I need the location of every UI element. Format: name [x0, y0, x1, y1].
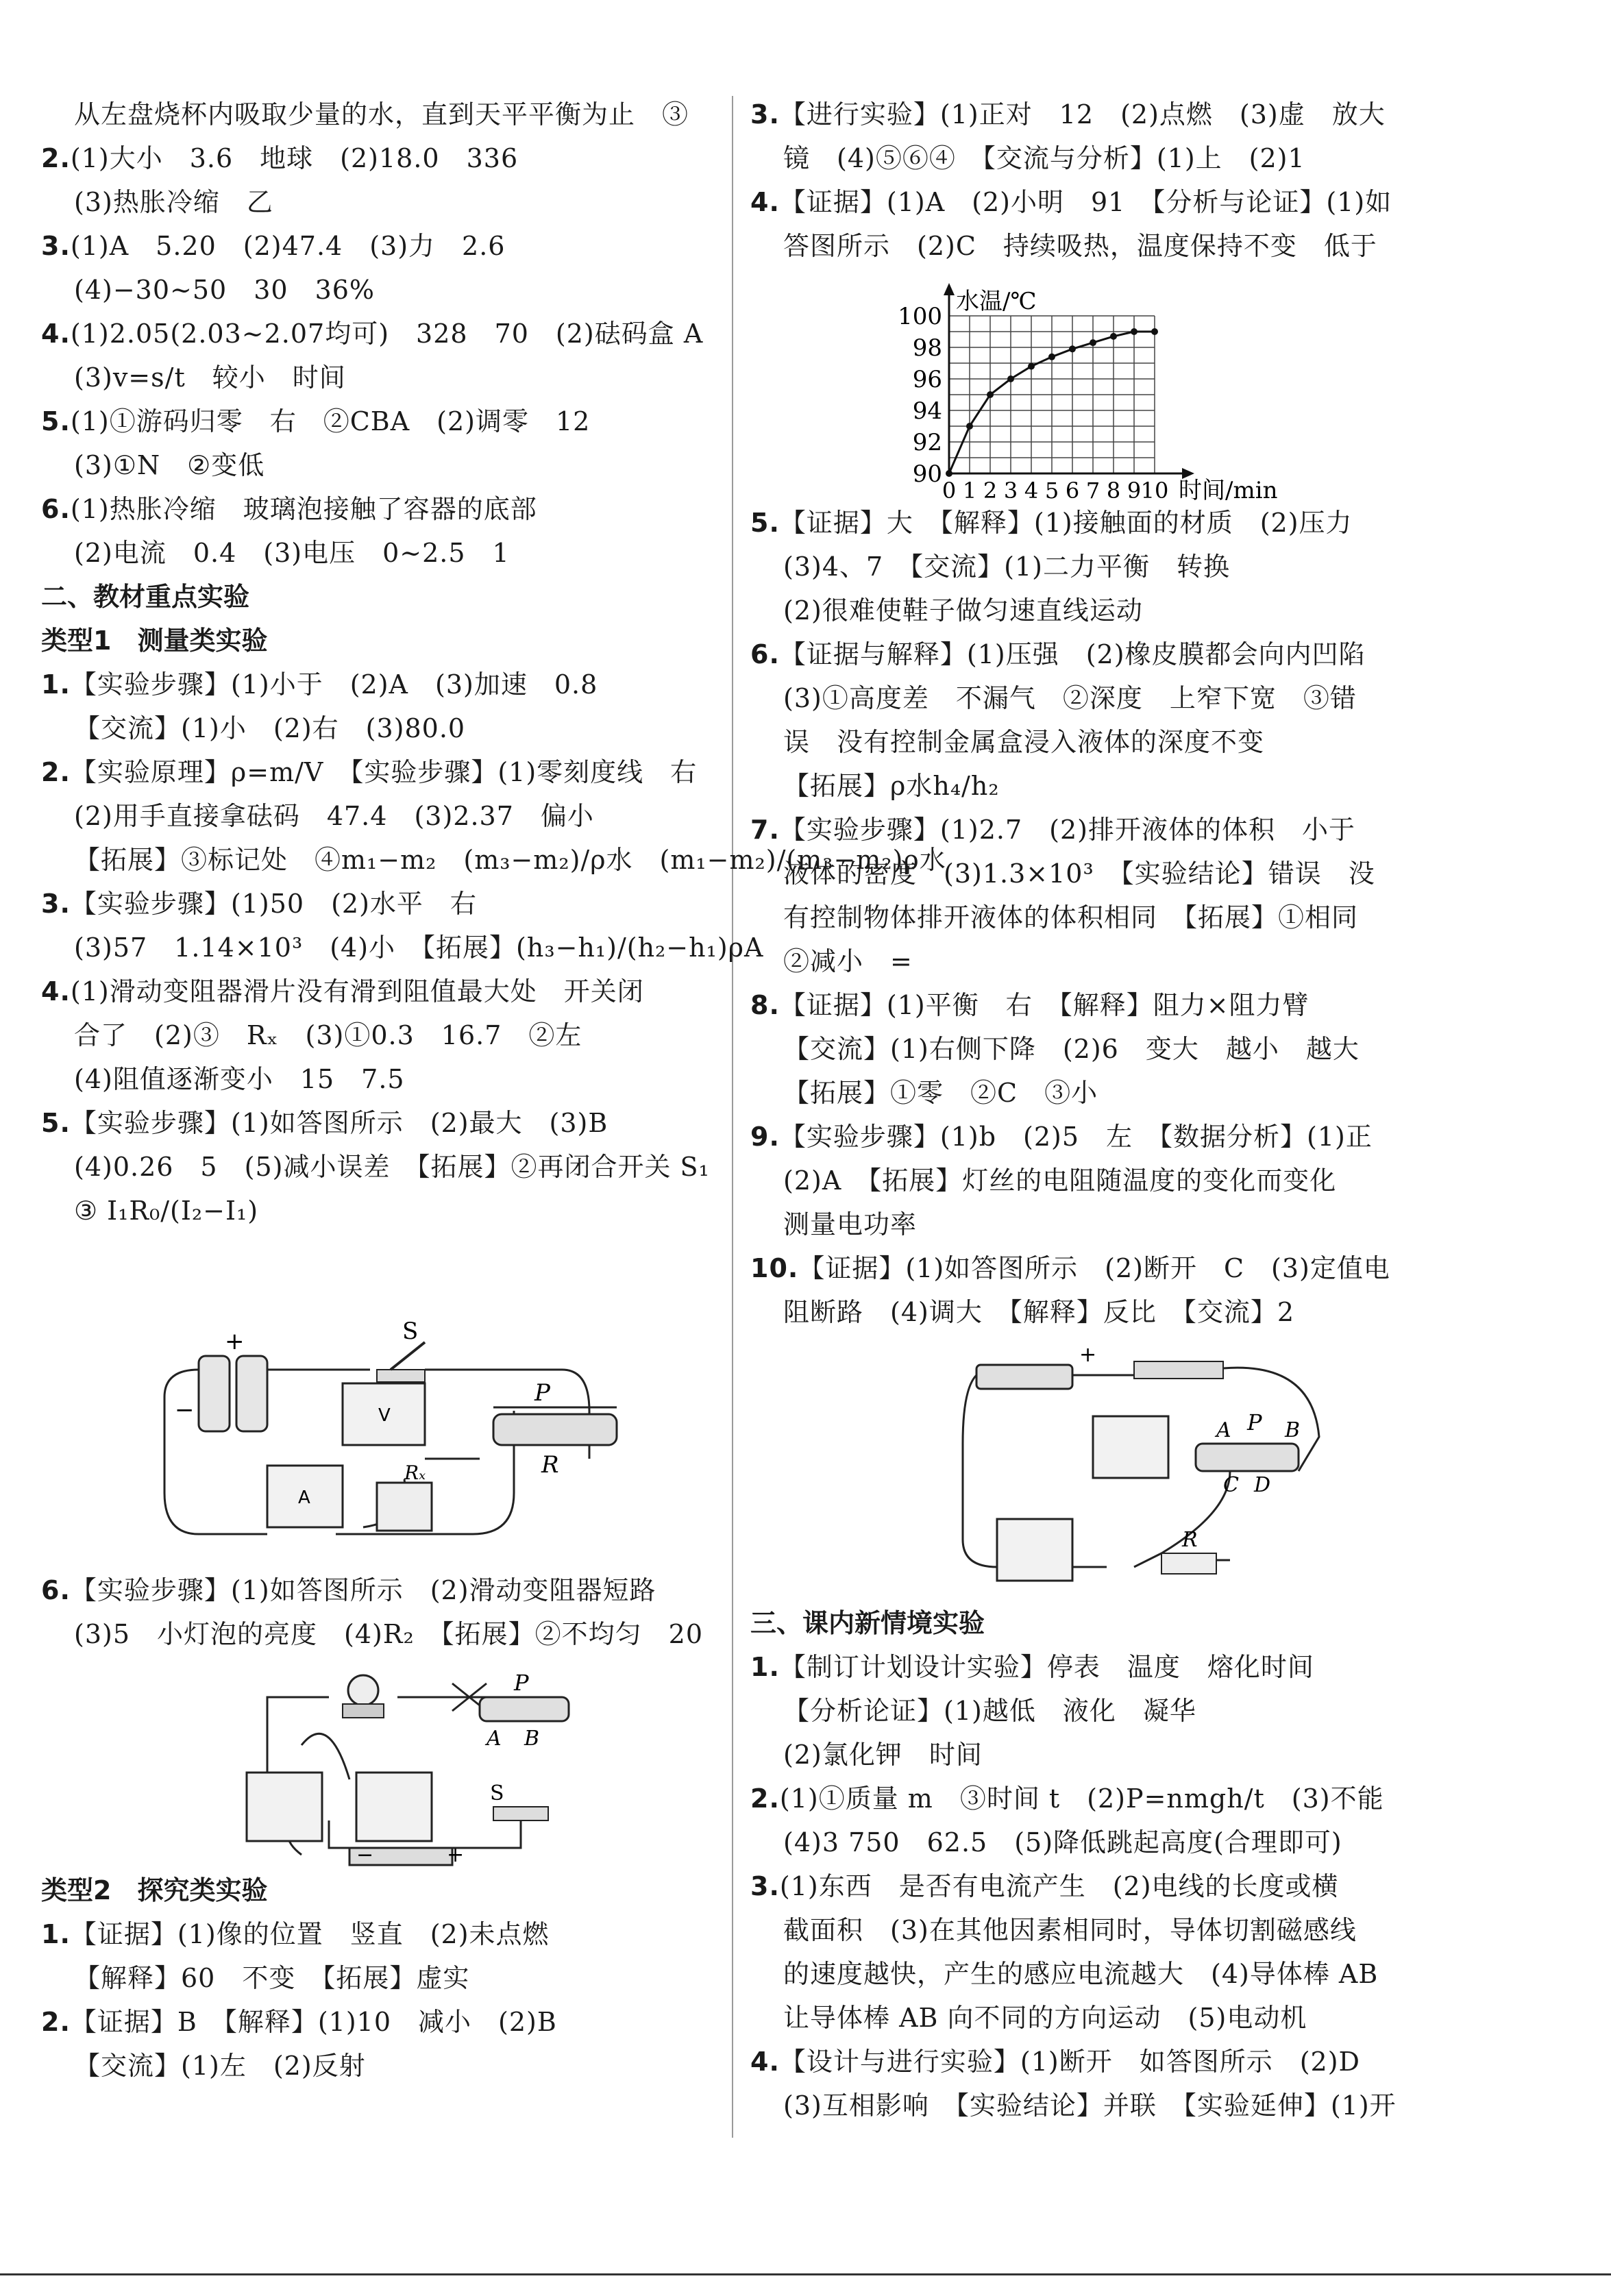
question-number: 2. — [41, 2007, 71, 2037]
x-tick-label: 2 — [983, 478, 998, 501]
x-axis-label: 时间/min — [1179, 477, 1278, 501]
answer-line — [750, 1689, 1436, 1733]
answer-text: (4)0.26 5 (5)减小误差 【拓展】②再闭合开关 S₁ — [74, 1152, 710, 1182]
answer-text: 【拓展】③标记处 ④m₁−m₂ (m₃−m₂)/ρ水 (m₁−m₂)/(m₃−m₂)ρ水 — [74, 845, 946, 875]
question-number: 3. — [41, 231, 71, 261]
answer-text: (1)①游码归零 右 ②CBA (2)调零 12 — [70, 406, 591, 436]
page-bottom-rule — [0, 2273, 1611, 2275]
answer-text: 【证据】(1)平衡 右 【解释】阻力×阻力臂 — [779, 990, 1309, 1020]
answer-line — [750, 1071, 1436, 1115]
answer-line — [41, 1956, 709, 2000]
answer-line — [750, 808, 1436, 852]
answer-line — [750, 1864, 1436, 1908]
y-tick-label: 100 — [898, 303, 942, 330]
answer-text: 类型2 探究类实验 — [41, 1875, 268, 1905]
y-axis-label: 水温/℃ — [956, 288, 1037, 315]
answer-text: (3)5 小灯泡的亮度 (4)R₂ 【拓展】②不均匀 20 — [74, 1619, 704, 1649]
answer-text: 镜 (4)⑤⑥④ 【交流与分析】(1)上 (2)1 — [783, 143, 1305, 173]
answer-text: 【交流】(1)小 (2)右 (3)80.0 — [74, 713, 466, 743]
answer-text: 【实验步骤】(1)小于 (2)A (3)加速 0.8 — [70, 669, 598, 700]
answer-line — [750, 1777, 1436, 1820]
answer-line — [750, 983, 1436, 1027]
answer-text: ②减小 = — [783, 946, 913, 976]
answer-text: (3)57 1.14×10³ (4)小 【拓展】(h₃−h₁)/(h₂−h₁)ρA — [74, 933, 764, 963]
answer-text: (1)滑动变阻器滑片没有滑到阻值最大处 开关闭 — [70, 976, 644, 1007]
answer-line — [41, 1568, 709, 1612]
answer-text: 【拓展】ρ水h₄/h₂ — [783, 771, 1000, 801]
question-number: 6. — [41, 1575, 71, 1605]
circuit-figure-5 — [41, 1233, 709, 1568]
data-point — [1007, 375, 1014, 382]
data-point — [1069, 345, 1076, 352]
answer-line — [41, 794, 709, 838]
section-heading — [41, 575, 709, 619]
label-d: D — [1254, 1473, 1271, 1497]
circuit-diagram — [41, 1233, 709, 1568]
answer-line — [750, 2084, 1436, 2127]
answer-text: 误 没有控制金属盒浸入液体的深度不变 — [783, 727, 1265, 757]
answer-text: 【实验原理】ρ=m/V 【实验步骤】(1)零刻度线 右 — [70, 757, 698, 787]
answer-line — [750, 501, 1436, 545]
answer-line — [750, 1290, 1436, 1334]
label-b: B — [1285, 1418, 1301, 1442]
y-tick-label: 98 — [912, 334, 942, 362]
data-point — [946, 470, 952, 477]
answer-text: 合了 (2)③ Rₓ (3)①0.3 16.7 ②左 — [74, 1020, 582, 1050]
answer-text: 答图所示 (2)C 持续吸热，温度保持不变 低于 — [783, 231, 1377, 261]
answer-text: 【实验步骤】(1)如答图所示 (2)最大 (3)B — [70, 1108, 608, 1138]
label-plus: + — [447, 1843, 465, 1867]
y-tick-label: 94 — [912, 397, 942, 425]
answer-line — [41, 2044, 709, 2088]
circuit-figure-6 — [41, 1656, 709, 1868]
question-number: 5. — [750, 508, 780, 538]
answer-text: (4)阻值逐渐变小 15 7.5 — [74, 1064, 405, 1094]
label-c: C — [1223, 1473, 1239, 1497]
answer-line — [750, 1159, 1436, 1202]
answer-line — [750, 764, 1436, 808]
question-number: 3. — [750, 99, 780, 129]
answer-text: 【证据】B 【解释】(1)10 减小 (2)B — [70, 2007, 557, 2037]
label-p: P — [514, 1670, 529, 1696]
answer-line — [750, 92, 1436, 136]
answer-block — [750, 501, 1436, 1334]
answer-line — [41, 1189, 709, 1233]
answer-text: 【分析论证】(1)越低 液化 凝华 — [783, 1696, 1196, 1726]
answer-line — [41, 92, 709, 136]
x-tick-label: 3 — [1003, 478, 1018, 501]
answer-line — [750, 896, 1436, 939]
answer-text: 二、教材重点实验 — [41, 582, 250, 612]
x-tick-label: 1 — [962, 478, 977, 501]
answer-text: 【证据】大 【解释】(1)接触面的材质 (2)压力 — [779, 508, 1353, 538]
answer-block — [41, 1868, 709, 2088]
x-tick-label: 5 — [1044, 478, 1059, 501]
circuit-diagram — [41, 1656, 709, 1868]
data-point — [966, 423, 973, 430]
question-number: 3. — [41, 889, 71, 919]
answer-text: 【交流】(1)右侧下降 (2)6 变大 越小 越大 — [783, 1034, 1360, 1064]
answer-text: 【解释】60 不变 【拓展】虚实 — [74, 1963, 470, 1993]
question-number: 4. — [750, 187, 780, 217]
answer-text: 【实验步骤】(1)如答图所示 (2)滑动变阻器短路 — [70, 1575, 656, 1605]
answer-block — [750, 92, 1436, 268]
question-number: 9. — [750, 1122, 780, 1152]
answer-line — [750, 632, 1436, 676]
answer-line — [41, 399, 709, 443]
x-tick-label: 4 — [1024, 478, 1039, 501]
answer-line — [41, 1013, 709, 1057]
section-heading — [750, 1601, 1436, 1645]
answer-text: (1)热胀冷缩 玻璃泡接触了容器的底部 — [70, 494, 537, 524]
answer-text: 让导体棒 AB 向不同的方向运动 (5)电动机 — [783, 2003, 1307, 2033]
answer-line — [41, 268, 709, 312]
answer-line — [750, 1202, 1436, 1246]
label-a: A — [487, 1727, 502, 1751]
section-heading — [41, 619, 709, 663]
answer-line — [41, 487, 709, 531]
answer-text: 【拓展】①零 ②C ③小 — [783, 1078, 1098, 1108]
answer-block — [750, 1601, 1436, 2127]
answer-line — [41, 1101, 709, 1145]
answer-text: (4)3 750 62.5 (5)降低跳起高度(合理即可) — [783, 1827, 1342, 1857]
answer-line — [750, 2040, 1436, 2084]
question-number: 1. — [41, 1919, 71, 1949]
column-divider — [732, 96, 733, 2138]
answer-text: 【证据与解释】(1)压强 (2)橡皮膜都会向内凹陷 — [779, 639, 1366, 669]
answer-text: (1)A 5.20 (2)47.4 (3)力 2.6 — [70, 231, 506, 261]
label-plus: + — [225, 1328, 245, 1355]
answer-line — [41, 136, 709, 180]
answer-text: (1)①质量 m ③时间 t (2)P=nmgh/t (3)不能 — [779, 1783, 1384, 1814]
label-s: S — [490, 1781, 504, 1805]
answer-line — [750, 720, 1436, 764]
answer-text: 【制订计划设计实验】停表 温度 熔化时间 — [779, 1652, 1314, 1682]
answer-line — [41, 312, 709, 356]
answer-line — [750, 1820, 1436, 1864]
answer-line — [750, 1996, 1436, 2040]
answer-line — [41, 356, 709, 399]
answer-line — [750, 180, 1436, 224]
answer-text: (1)东西 是否有电流产生 (2)电线的长度或横 — [779, 1871, 1339, 1901]
y-tick-label: 92 — [912, 429, 942, 456]
answer-text: (2)用手直接拿砝码 47.4 (3)2.37 偏小 — [74, 801, 594, 831]
data-point — [1151, 328, 1158, 335]
data-point — [1090, 339, 1096, 346]
answer-line — [750, 545, 1436, 589]
x-tick-label: 10 — [1140, 478, 1169, 501]
label-minus: − — [175, 1396, 195, 1424]
x-tick-label: 0 — [942, 478, 957, 501]
answer-line — [41, 1912, 709, 1956]
answer-line — [41, 750, 709, 794]
answer-line — [750, 939, 1436, 983]
question-number: 7. — [750, 815, 780, 845]
data-point — [1110, 333, 1117, 340]
answer-line — [41, 1145, 709, 1189]
label-b: B — [524, 1727, 540, 1751]
chart-svg — [750, 268, 1436, 501]
question-number: 1. — [750, 1652, 780, 1682]
question-number: 6. — [41, 494, 71, 524]
answer-line — [41, 663, 709, 706]
answer-text: 【证据】(1)如答图所示 (2)断开 C (3)定值电 — [798, 1253, 1390, 1283]
answer-line — [750, 136, 1436, 180]
answer-text: (4)−30~50 30 36% — [74, 275, 376, 305]
temperature-chart — [750, 268, 1436, 501]
section-heading — [41, 1868, 709, 1912]
answer-text: (3)热胀冷缩 乙 — [74, 187, 273, 217]
question-number: 2. — [41, 143, 71, 173]
answer-line — [750, 589, 1436, 632]
answer-text: 液体的密度 (3)1.3×10³ 【实验结论】错误 没 — [783, 859, 1375, 889]
x-tick-label: 8 — [1106, 478, 1121, 501]
answer-text: 【交流】(1)左 (2)反射 — [74, 2051, 366, 2081]
answer-line — [41, 180, 709, 224]
answer-text: (3)①高度差 不漏气 ②深度 上窄下宽 ③错 — [783, 683, 1357, 713]
answer-line — [41, 2000, 709, 2044]
answer-text: 【证据】(1)A (2)小明 91 【分析与论证】(1)如 — [779, 187, 1392, 217]
answer-line — [41, 838, 946, 882]
circuit-diagram — [750, 1334, 1436, 1601]
answer-text: (3)互相影响 【实验结论】并联 【实验延伸】(1)开 — [783, 2090, 1397, 2121]
label-ammeter: A — [298, 1488, 310, 1508]
answer-text: 从左盘烧杯内吸取少量的水，直到天平平衡为止 ③ — [74, 99, 689, 129]
question-number: 4. — [41, 976, 71, 1007]
question-number: 8. — [750, 990, 780, 1020]
answer-line — [750, 1908, 1436, 1952]
question-number: 5. — [41, 406, 71, 436]
answer-line — [750, 1952, 1436, 1996]
question-number: 5. — [41, 1108, 71, 1138]
answer-text: 类型1 测量类实验 — [41, 626, 268, 656]
question-number: 10. — [750, 1253, 799, 1283]
answer-text: (3)①N ②变低 — [74, 450, 265, 480]
data-point — [1048, 354, 1055, 360]
answer-text: (2)A 【拓展】灯丝的电阻随温度的变化而变化 — [783, 1165, 1337, 1196]
answer-text: 测量电功率 — [783, 1209, 918, 1239]
question-number: 2. — [41, 757, 71, 787]
label-plus: + — [1079, 1343, 1097, 1367]
answer-line — [750, 1246, 1436, 1290]
label-rx: Rₓ — [404, 1461, 426, 1484]
label-minus: − — [356, 1843, 374, 1867]
question-number: 1. — [41, 669, 71, 700]
answer-line — [41, 970, 709, 1013]
answer-text: (1)大小 3.6 地球 (2)18.0 336 — [70, 143, 519, 173]
answer-line — [750, 1645, 1436, 1689]
answer-line — [41, 1057, 709, 1101]
answer-line — [750, 676, 1436, 720]
x-tick-label: 6 — [1065, 478, 1080, 501]
answer-text: 【实验步骤】(1)50 (2)水平 右 — [70, 889, 477, 919]
answer-line — [750, 224, 1436, 268]
answer-text: 的速度越快，产生的感应电流越大 (4)导体棒 AB — [783, 1959, 1379, 1989]
answer-text: 【进行实验】(1)正对 12 (2)点燃 (3)虚 放大 — [779, 99, 1386, 129]
right-column — [750, 92, 1436, 2127]
answer-text: (2)电流 0.4 (3)电压 0~2.5 1 — [74, 538, 510, 568]
label-a: A — [1216, 1418, 1231, 1442]
answer-text: (2)氯化钾 时间 — [783, 1740, 983, 1770]
label-r: R — [541, 1451, 559, 1479]
answer-line — [41, 926, 764, 970]
question-number: 4. — [41, 319, 71, 349]
answer-text: 【实验步骤】(1)b (2)5 左 【数据分析】(1)正 — [779, 1122, 1373, 1152]
answer-text: 【证据】(1)像的位置 竖直 (2)未点燃 — [70, 1919, 550, 1949]
answer-text: (3)4、7 【交流】(1)二力平衡 转换 — [783, 552, 1231, 582]
data-point — [1028, 363, 1035, 370]
x-tick-label: 9 — [1127, 478, 1142, 501]
answer-text: 阻断路 (4)调大 【解释】反比 【交流】2 — [783, 1297, 1295, 1327]
answer-line — [41, 531, 709, 575]
answer-text: 有控制物体排开液体的体积相同 【拓展】①相同 — [783, 902, 1359, 933]
y-tick-label: 90 — [912, 460, 942, 488]
label-s: S — [402, 1318, 419, 1345]
answer-line — [750, 1115, 1436, 1159]
label-p: P — [534, 1379, 550, 1407]
question-number: 6. — [750, 639, 780, 669]
answer-line — [41, 224, 709, 268]
answer-line — [41, 706, 709, 750]
question-number: 4. — [750, 2047, 780, 2077]
answer-block — [41, 1568, 709, 1656]
answer-line — [41, 443, 709, 487]
answer-line — [750, 852, 1436, 896]
circuit-figure-10 — [750, 1334, 1436, 1601]
answer-line — [41, 1612, 709, 1656]
label-p: P — [1247, 1409, 1262, 1435]
answer-line — [750, 1733, 1436, 1777]
answer-text: 三、课内新情境实验 — [750, 1608, 985, 1638]
answer-text: 【实验步骤】(1)2.7 (2)排开液体的体积 小于 — [779, 815, 1355, 845]
y-tick-label: 96 — [912, 366, 942, 393]
answer-line — [750, 1027, 1436, 1071]
data-point — [987, 391, 994, 398]
answer-line — [41, 882, 709, 926]
x-tick-label: 7 — [1085, 478, 1100, 501]
answer-text: (1)2.05(2.03~2.07均可) 328 70 (2)砝码盒 A — [70, 319, 704, 349]
answer-text: (3)v=s/t 较小 时间 — [74, 362, 346, 393]
y-axis-arrow — [944, 283, 955, 295]
answer-text: (2)很难使鞋子做匀速直线运动 — [783, 595, 1143, 626]
question-number: 2. — [750, 1783, 780, 1814]
data-point — [1131, 328, 1137, 335]
answer-text: 截面积 (3)在其他因素相同时，导体切割磁感线 — [783, 1915, 1357, 1945]
question-number: 3. — [750, 1871, 780, 1901]
answer-text: 【设计与进行实验】(1)断开 如答图所示 (2)D — [779, 2047, 1361, 2077]
answer-text: ③ I₁R₀/(I₂−I₁) — [74, 1196, 259, 1226]
label-voltmeter: V — [378, 1405, 391, 1426]
label-r: R — [1182, 1528, 1198, 1552]
